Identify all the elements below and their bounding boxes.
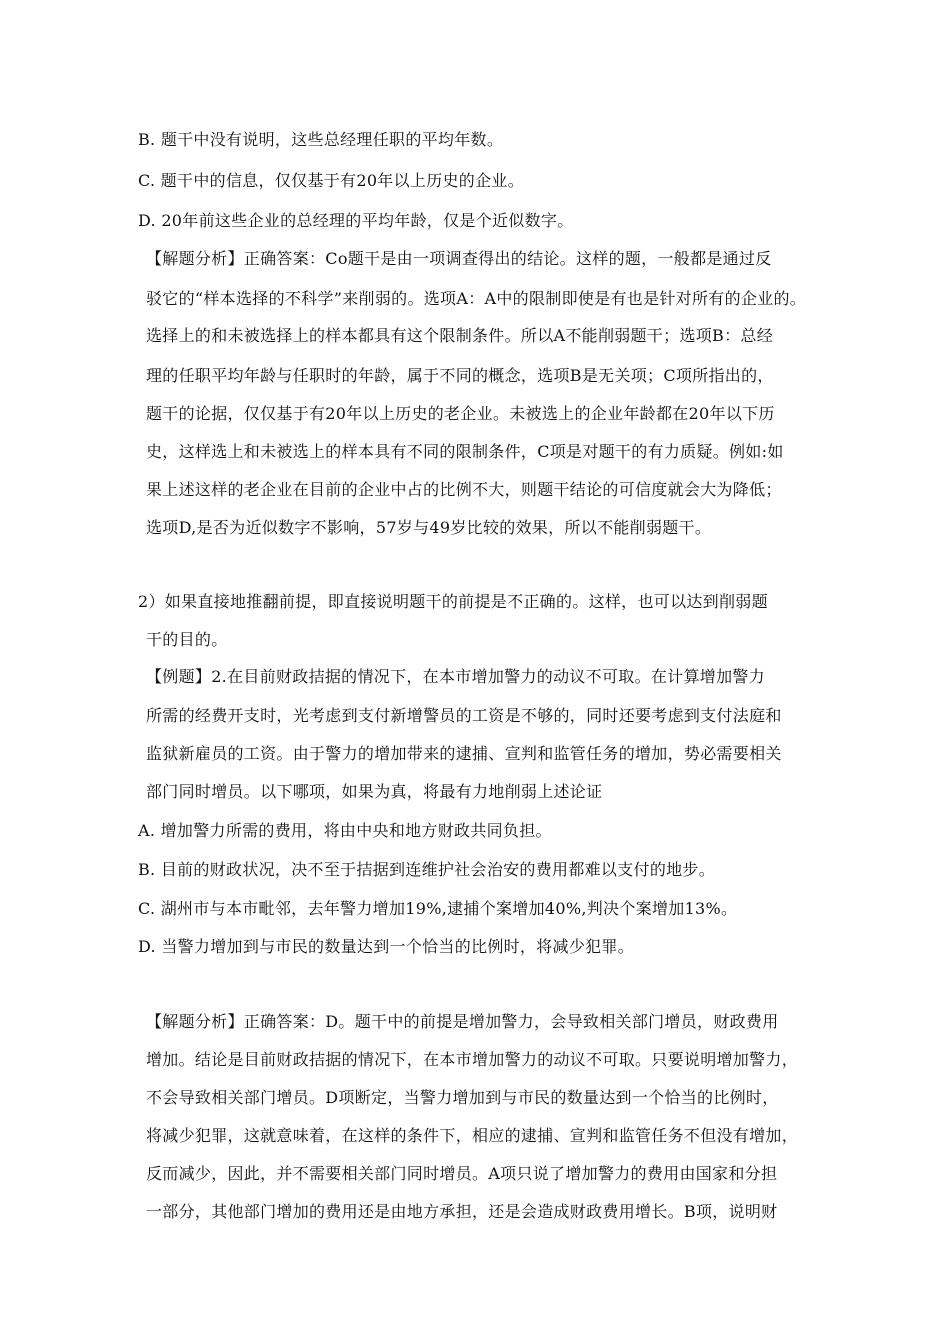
option-a-line: A. 增加警力所需的费用，将由中央和地方财政共同负担。 (138, 821, 552, 840)
example-line-3: 监狱新雇员的工资。由于警力的增加带来的逮捕、宣判和监管任务的增加，势必需要相关 (146, 744, 782, 763)
analysis-2-line-6: 一部分，其他部门增加的费用还是由地方承担，还是会造成财政费用增长。B项，说明财 (146, 1202, 778, 1221)
option-c-line: C. 题干中的信息，仅仅基于有20年以上历史的企业。 (138, 171, 525, 190)
analysis-2-line-1: 【解题分析】正确答案：D。题干中的前提是增加警力，会导致相关部门增员，财政费用 (146, 1012, 779, 1031)
analysis-1-line-6: 史，这样选上和未被选上的样本具有不同的限制条件，C项是对题干的有力质疑。例如:如 (146, 442, 784, 461)
analysis-2-line-2: 增加。结论是目前财政拮据的情况下，在本市增加警力的动议不可取。只要说明增加警力， (146, 1050, 799, 1069)
example-line-2: 所需的经费开支时，光考虑到支付新增警员的工资是不够的，同时还要考虑到支付法庭和 (146, 706, 782, 725)
analysis-1-line-4: 理的任职平均年龄与任职时的年龄，属于不同的概念，选项B是无关项；C项所指出的， (146, 366, 774, 385)
option-d-line: D. 20年前这些企业的总经理的平均年龄，仅是个近似数字。 (138, 211, 574, 230)
option-c-line-2: C. 湖州市与本市毗邻，去年警力增加19%,逮捕个案增加40%,判决个案增加13%。 (138, 899, 738, 918)
point-2-line-1: 2）如果直接地推翻前提，即直接说明题干的前提是不正确的。这样，也可以达到削弱题 (138, 592, 768, 611)
analysis-1-line-1: 【解题分析】正确答案：Co题干是由一项调查得出的结论。这样的题，一般都是通过反 (146, 249, 772, 268)
option-d-line-2: D. 当警力增加到与市民的数量达到一个恰当的比例时，将减少犯罪。 (138, 937, 635, 956)
analysis-1-line-7: 果上述这样的老企业在目前的企业中占的比例不大，则题干结论的可信度就会大为降低； (146, 480, 782, 499)
analysis-1-line-3: 选择上的和未被选择上的样本都具有这个限制条件。所以A不能削弱题干；选项B：总经 (146, 326, 774, 345)
analysis-1-line-8: 选项D,是否为近似数字不影响，57岁与49岁比较的效果，所以不能削弱题干。 (146, 518, 712, 537)
option-b-line-2: B. 目前的财政状况，决不至于拮据到连维护社会治安的费用都难以支付的地步。 (138, 860, 716, 879)
analysis-1-line-2: 驳它的“样本选择的不科学”来削弱的。选项A：A中的限制即使是有也是针对所有的企业的。 (146, 289, 807, 308)
example-line-1: 【例题】2.在目前财政拮据的情况下，在本市增加警力的动议不可取。在计算增加警力 (146, 667, 765, 686)
analysis-1-line-5: 题干的论据，仅仅基于有20年以上历史的老企业。未被选上的企业年龄都在20年以下历 (146, 404, 775, 423)
example-line-4: 部门同时增员。以下哪项，如果为真，将最有力地削弱上述论证 (146, 782, 603, 801)
analysis-2-line-3: 不会导致相关部门增员。D项断定，当警力增加到与市民的数量达到一个恰当的比例时， (146, 1088, 779, 1107)
option-b-line: B. 题干中没有说明，这些总经理任职的平均年数。 (138, 130, 504, 149)
analysis-2-line-4: 将减少犯罪，这就意味着，在这样的条件下，相应的逮捕、宣判和监管任务不但没有增加， (146, 1126, 799, 1145)
point-2-line-2: 干的目的。 (146, 630, 228, 649)
analysis-2-line-5: 反而减少，因此，并不需要相关部门同时增员。A项只说了增加警力的费用由国家和分担 (146, 1164, 778, 1183)
